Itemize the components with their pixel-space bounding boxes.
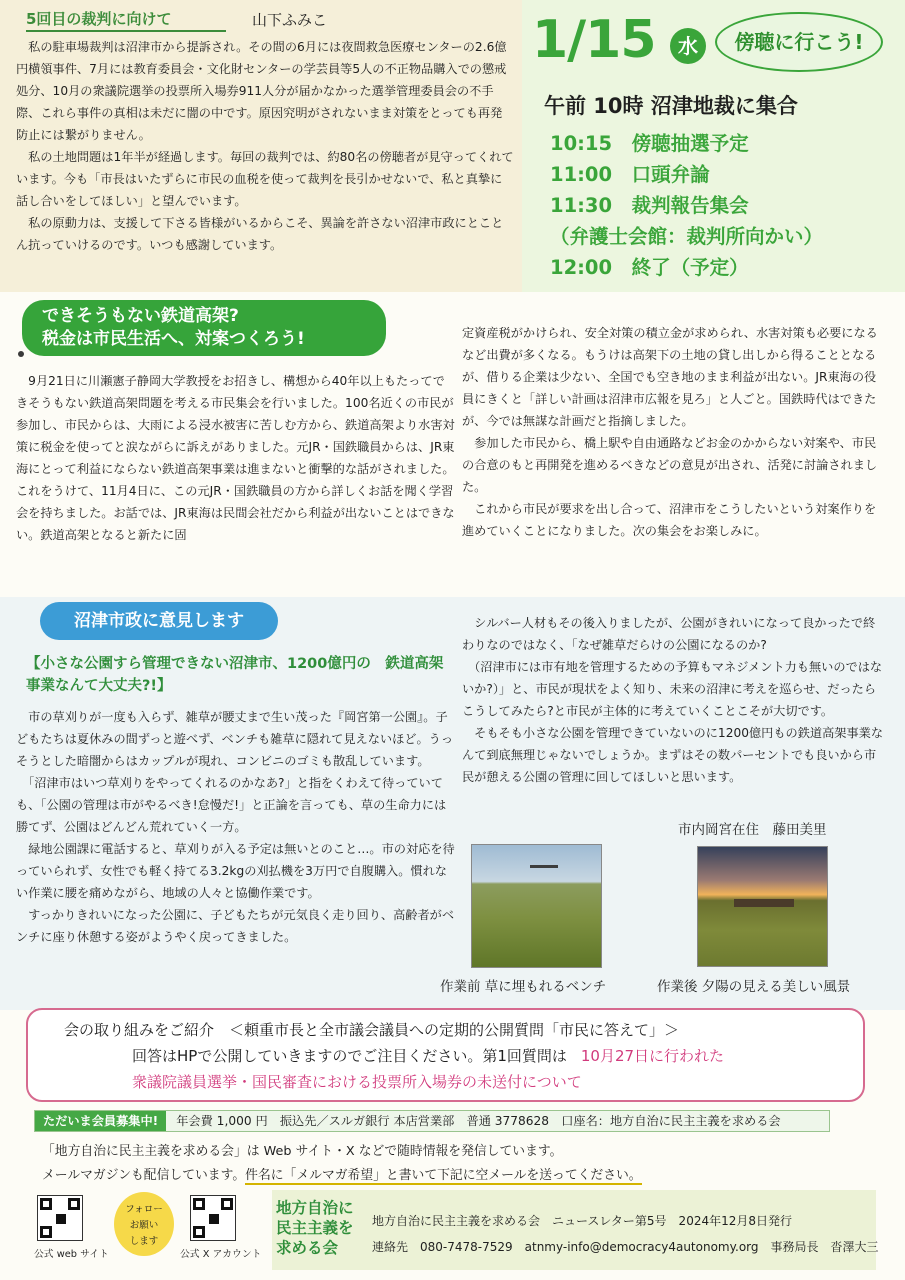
fifth-trial-title: 5回目の裁判に向けて: [26, 10, 172, 28]
hearing-section: [522, 0, 905, 292]
opinion-paragraph: シルバー人材もその後入りましたが、公園がきれいになって良かったで終わりなのではなく、「なぜ雑草だらけの公園になるのか?: [462, 616, 876, 652]
railway-heading: [22, 300, 386, 356]
newsletter-info: 地方自治に民主主義を求める会 ニュースレター第5号 2024年12月8日発行: [372, 1214, 793, 1228]
callout-line2: [132, 1045, 724, 1066]
info-line2: [42, 1164, 642, 1183]
bench-shape: [734, 899, 794, 907]
opinion-paragraph: （沼津市には市有地を管理するための予算もマネジメント力も無いのではないか?）」と、市民が現状をよく知り、未来の沼津に考えを巡らせ、だったらこうしてみたら?と市民が主体的に考えていくことこそが大切です。: [462, 660, 883, 718]
park-before-photo: [471, 844, 602, 968]
initiative-callout: [26, 1008, 865, 1102]
fifth-trial-section: [0, 0, 522, 292]
hearing-speech-bubble: 傍聴に行こう!: [715, 12, 883, 72]
hearing-schedule: [550, 128, 823, 283]
railway-right-column: [462, 322, 884, 542]
hearing-weekday-badge: 水: [670, 28, 706, 64]
opinion-paragraph: すっかりきれいになった公園に、子どもたちが元気良く走り回り、高齢者がベンチに座り休憩する姿がようやく戻ってきました。: [16, 908, 455, 944]
bullet-dot: [18, 351, 24, 357]
callout-line3: 衆議院議員選挙・国民審査における投票所入場券の未送付について: [132, 1073, 582, 1091]
callout-date: 10月27日に行われた: [580, 1047, 725, 1065]
schedule-item: 11:00 口頭弁論: [550, 163, 710, 186]
x-qr-caption: 公式 X アカウント: [180, 1249, 262, 1260]
fifth-trial-body: [16, 36, 514, 256]
hearing-date: 1/15: [532, 10, 656, 70]
railway-heading-line1: できそうもない鉄道高架?: [42, 306, 239, 326]
opinion-signature: 市内岡宮在住 藤田美里: [678, 822, 827, 838]
org-logo-text: 地方自治に民主主義を求める会: [276, 1199, 354, 1257]
website-qr-code[interactable]: [37, 1195, 83, 1241]
photo-caption-after: 作業後 夕陽の見える美しい風景: [657, 979, 851, 995]
opinion-heading: 沼津市政に意見します: [40, 602, 278, 640]
opinion-paragraph: 緑地公園課に電話すると、草刈りが入る予定は無いとのこと…。市の対応を待っていられず、女性でも軽く持てる3.2kgの刈払機を3万円で自腹購入。慣れない作業に腰を痛めながら、地域の人々と協働作業です。: [16, 842, 455, 900]
railway-paragraph: 参加した市民から、橋上駅や自由通路などお金のかからない対案や、市民の合意のもと再開発を進めるべきなどの意見が出され、活発に討論されました。: [462, 436, 878, 494]
railway-paragraph: これから市民が要求を出し合って、沼津市をこうしたいという対案作りを進めていくことになりました。次の集会をお楽しみに。: [462, 502, 877, 538]
schedule-item: （弁護士会館：裁判所向かい）: [550, 225, 824, 248]
follow-line1: フォロー: [125, 1204, 163, 1215]
fifth-trial-paragraph: 私の原動力は、支援して下さる皆様がいるからこそ、異論を許さない沼津市政にとことん抗っていけるのです。いつも感謝しています。: [16, 216, 504, 252]
hearing-gather-time: 午前 10時 沼津地裁に集合: [544, 94, 798, 118]
membership-text: 年会費 1,000 円 振込先／スルガ銀行 本店営業部 普通 3778628 口座名：地方自治に民主主義を求める会: [176, 1114, 781, 1128]
callout-line2-text: 回答はHPで公開していきますのでご注目ください。第1回質問は: [132, 1047, 567, 1065]
info-line2b: 件名に「メルマガ希望」と書いて下記に空メールを送ってください。: [245, 1168, 642, 1183]
schedule-item: 10:15 傍聴抽選予定: [550, 132, 749, 155]
railway-heading-line2: 税金は市民生活へ、対案つくろう!: [42, 329, 305, 349]
fifth-trial-paragraph: 私の駐車場裁判は沼津市から提訴され。その間の6月には夜間救急医療センターの2.6億円横領事件、7月には教育委員会・文化財センターの学芸員等5人の不正物品購入での懲戒処分、10月の衆議院選挙の投票所入場券911人分が届かなかった選挙管理委員会の不手際、これら事件の真相は未だに闇の中です。原因究明がされないまま対策をとっても再発防止には繋がりません。: [16, 40, 507, 142]
opinion-subheading: 【小さな公園すら管理できない沼津市、1200億円の 鉄道高架事業なんて大丈夫?!】: [26, 656, 444, 694]
fifth-trial-paragraph: 私の土地問題は1年半が経過します。毎回の裁判では、約80名の傍聴者が見守ってくれています。今も「市長はいたずらに市民の血税を使って裁判を長引かせないで、私と真摯に話し合いをしてほしい」と望んでいます。: [16, 150, 514, 208]
shelter-shape: [530, 865, 558, 885]
park-after-photo: [697, 846, 828, 967]
schedule-item: 11:30 裁判報告集会: [550, 194, 749, 217]
follow-badge: [114, 1192, 174, 1256]
x-account-qr-code[interactable]: [190, 1195, 236, 1241]
membership-tag: ただいま会員募集中!: [35, 1111, 166, 1131]
railway-left-column: 9月21日に川瀬憲子静岡大学教授をお招きし、構想から40年以上もたってできそうもない鉄道高架問題を考える市民集会を行いました。100名近くの市民が参加し、市民からは、大雨による浸水被害に苦しむ方から、鉄道高架より水害対策に税金を使ってと涙ながらに訴えがありました。元JR・国鉄職員からは、JR東海にとって利益にならない鉄道高架事業は進まないと衝撃的な話がされました。これをうけて、11月4日に、この元JR・国鉄職員の方から詳しくお話を聞く学習会を持ちました。お話では、JR東海は民間会社だから利益が出ないことはできない。鉄道高架となると新たに固: [16, 374, 455, 542]
info-line1: 「地方自治に民主主義を求める会」は Web サイト・X などで随時情報を発信しています。: [42, 1144, 563, 1159]
follow-line3: します: [129, 1236, 159, 1247]
opinion-paragraph: 「沼津市はいつ草刈りをやってくれるのかなあ?」と指をくわえて待っていても、「公園の管理は市がやるべき!怠慢だ!」と正論を言っても、草の生命力には勝てず、公園はどんどん荒れていく一方。: [16, 776, 447, 834]
callout-line1: 会の取り組みをご紹介 ＜頼重市長と全市議会議員への定期的公開質問「市民に答えて」＞: [64, 1021, 680, 1039]
website-qr-caption: 公式 web サイト: [34, 1249, 109, 1260]
opinion-paragraph: 市の草刈りが一度も入らず、雑草が腰丈まで生い茂った『岡宮第一公園』。子どもたちは夏休みの間ずっと遊べず、ベンチも雑草に隠れて見えないほど。うっそうとした暗闇からはカップルが現れ、コンビニのゴミも散乱しています。: [16, 710, 454, 768]
info-line2a: メールマガジンも配信しています。: [42, 1168, 246, 1183]
opinion-left-column: [16, 706, 458, 948]
opinion-right-column: [462, 612, 887, 788]
railway-paragraph: 定資産税がかけられ、安全対策の積立金が求められ、水害対策も必要になるなど出費が多くなる。もうけは高架下の土地の貸し出しから得ることとなるが、借りる企業は少ない、全国でも空き地のまま利益が出ない。JR東海の役員にきくと「詳しい計画は沼津市広報を見ろ」と人ごと。国鉄時代はできたが、今では無謀な計画だと指摘しました。: [462, 326, 878, 428]
schedule-item: 12:00 終了（予定）: [550, 256, 749, 279]
footer-box: [272, 1190, 876, 1270]
membership-bar: [34, 1110, 830, 1132]
opinion-paragraph: そもそも小さな公園を管理できていないのに1200億円もの鉄道高架事業なんて到底無理じゃないでしょうか。まずはその数パーセントでも良いから市民が憩える公園の管理に回してほしいと思います。: [462, 726, 884, 784]
title-underline: [26, 30, 226, 32]
follow-line2: お願い: [129, 1220, 159, 1231]
contact-info: 連絡先 080-7478-7529 atnmy-info@democracy4autonomy.org 事務局長 沓澤大三: [372, 1240, 879, 1254]
fifth-trial-author: 山下ふみこ: [252, 11, 328, 29]
photo-caption-before: 作業前 草に埋もれるベンチ: [440, 979, 607, 995]
